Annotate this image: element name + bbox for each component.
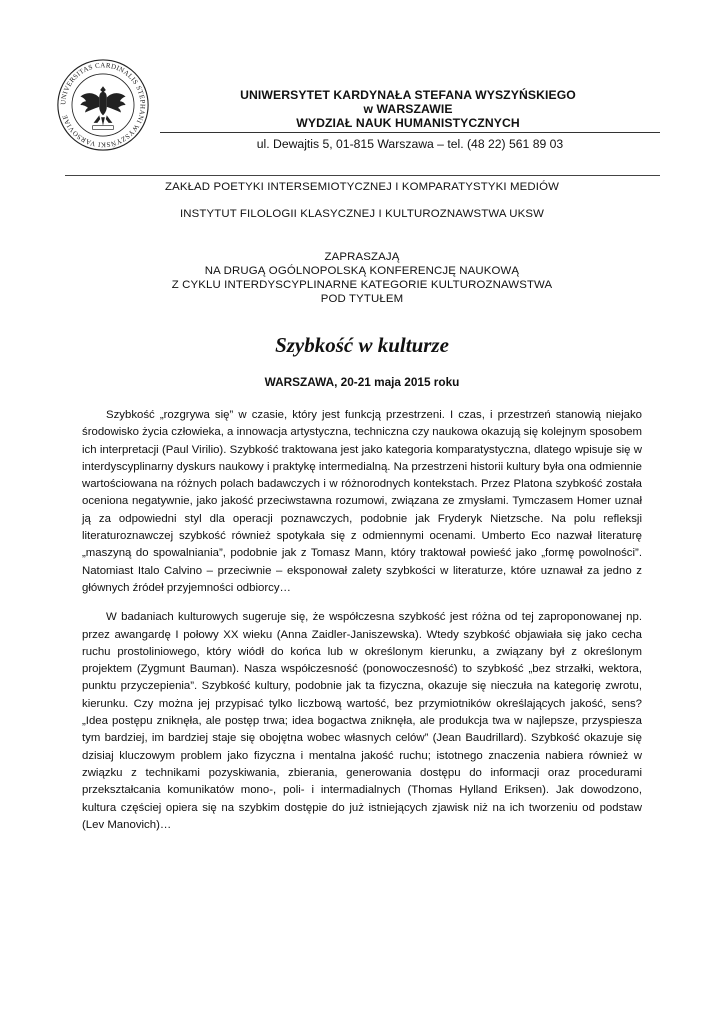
university-name: UNIWERSYTET KARDYNAŁA STEFANA WYSZYŃSKIEGO [240, 88, 576, 102]
body-paragraph: Szybkość „rozgrywa się” w czasie, który jest funkcją przestrzeni. I czas, i przestrzeń stanowią niejako środowisko życia człowieka, a innowacja artystyczna, techniczna czy naukowa okazują się kolejnym sposobem ich interpretacji (Paul Virilio). Szybkość traktowana jest jako kategoria komparatystyczna, dlatego wpisuje się w interdyscyplinarny dyskurs naukowy i praktykę intermedialną. Na przestrzeni historii kultury była ona odmiennie wartościowana na różnych polach badawczych i w różnorodnych kontekstach. Przez Platona szybkość została oceniona negatywnie, jako jakość przeciwstawna rozumowi, związana ze zmysłami. Tymczasem Homer uznał ją za odpowiedni styl dla operacji poznawczych, podobnie jak Fryderyk Nietzsche. Na polu refleksji literaturoznawczej szybkość również spotykała się z odmiennymi ocenami. Umberto Eco nazwał literaturę „maszyną do spowalniania”, podobnie jak z Tomasz Mann, który traktował powieść jako „formę powolności”. Natomiast Italo Calvino – przeciwnie – eksponował zalety szybkości w literaturze, które uznawał za jedno z głównych źródeł przyjemności odbiorcy… [82, 409, 642, 594]
faculty-name: WYDZIAŁ NAUK HUMANISTYCZNYCH [296, 116, 520, 131]
conference-place-date: WARSZAWA, 20-21 maja 2015 roku [264, 375, 460, 389]
document-body [82, 178, 642, 834]
invitation-block [82, 250, 642, 306]
seal-text: UNIVERSITAS CARDINALIS STEPHANI WYSZYŃSKI VARSOVIAE [59, 61, 147, 149]
organizer-institute: INSTYTUT FILOLOGII KLASYCZNEJ I KULTUROZNAWSTWA UKSW [179, 208, 545, 220]
invitation-line: POD TYTUŁEM [320, 293, 404, 305]
header-separator [65, 175, 660, 176]
invitation-line: NA DRUGĄ OGÓLNOPOLSKĄ KONFERENCJĘ NAUKOWĄ [204, 265, 520, 277]
letterhead-divider [160, 132, 660, 133]
university-city: w WARSZAWIE [363, 102, 453, 117]
organizer-department: ZAKŁAD POETYKI INTERSEMIOTYCZNEJ I KOMPARATYSTYKI MEDIÓW [164, 181, 560, 193]
invitation-line: ZAPRASZAJĄ [324, 251, 400, 263]
university-address: ul. Dewajtis 5, 01-815 Warszawa – tel. (48 22) 561 89 03 [256, 137, 564, 151]
conference-title: Szybkość w kulturze [275, 333, 449, 357]
body-paragraph: W badaniach kulturowych sugeruje się, że współczesna szybkość jest różna od tej zaproponowanej np. przez awangardę I połowy XX wieku (Anna Zaidler-Janiszewska). Wtedy szybkość objawiała się jako cecha ruchu prostoliniowego, który wiódł do końca lub w określonym kierunku, a związany był z określonym projektem (Zygmunt Bauman). Nasza współczesność (ponowoczesność) to szybkość „bez strzałki, wektora, punktu przyczepienia”. Szybkość kultury, podobnie jak ta fizyczna, okazuje się nieczuła na kategorię zwrotu, kierunku. Czy można jej przypisać tylko liczbową wartość, bez przymiotników określających jakość, sens? „Idea postępu zniknęła, ale postęp trwa; idea bogactwa zniknęła, ale produkcja twa w najlepsze, przyspiesza tym bardziej, im bardziej staje się obojętna wobec własnych celów” (Jean Baudrillard). Szybkość okazuje się dzisiaj kluczowym problem jako fizyczna i mentalna jakość ruchu; istotnego znaczenia nabiera również w związku z technikami pozyskiwania, zbierania, generowania dostępu do informacji oraz procedurami przekształcania komunikatów mono-, poli- i intermadialnych (Thomas Hylland Eriksen). Jak dowodzono, kultura częściej opiera się na szybkim dostępie do już istniejących zjawisk niż na ich tworzeniu od podstaw (Lev Manovich)… [82, 611, 642, 831]
university-name-block [158, 88, 658, 131]
university-seal-icon [56, 58, 150, 152]
invitation-line: Z CYKLU INTERDYSCYPLINARNE KATEGORIE KULTUROZNAWSTWA [171, 279, 553, 291]
